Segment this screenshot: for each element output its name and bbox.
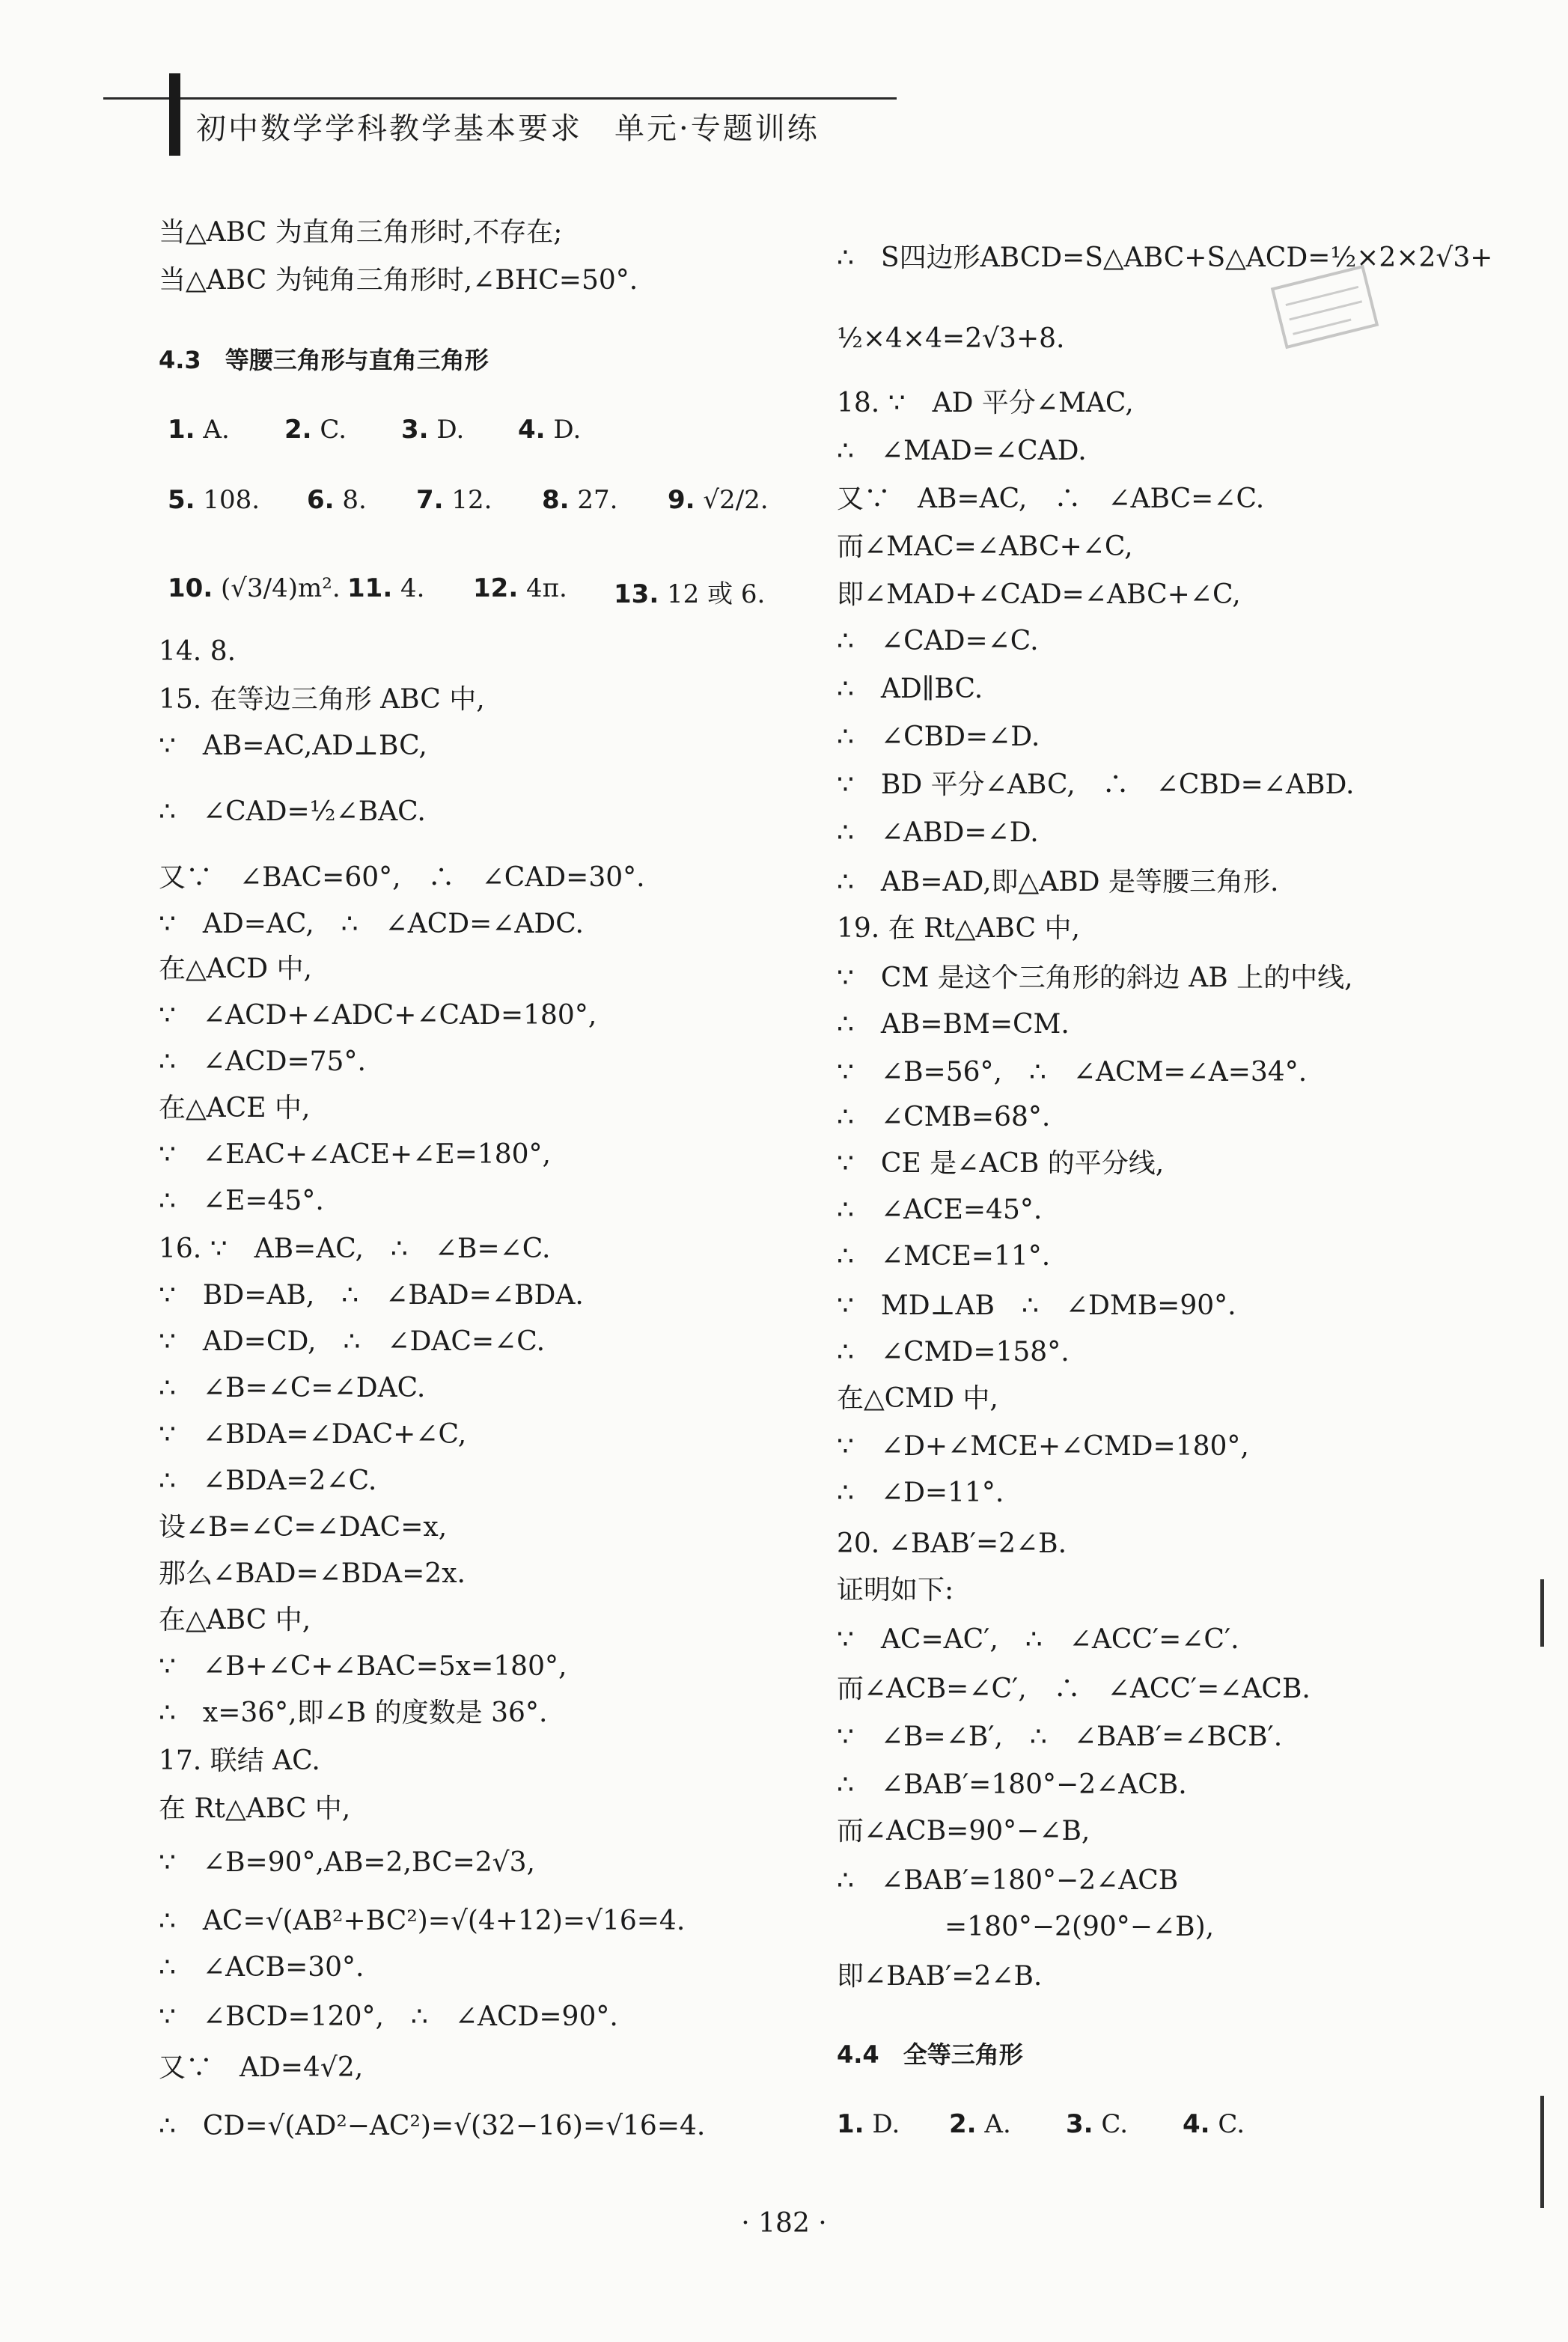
text-line: ∴ ∠CMB=68°. [837,1102,1051,1132]
answer-item: 2. C. [284,415,347,445]
scan-edge [1540,2096,1544,2208]
section-heading: 4.3 等腰三角形与直角三角形 [159,346,489,374]
text-line: ∴ ∠ACB=30°. [159,1952,364,1983]
text-line: 证明如下: [837,1575,954,1605]
answer-item: 7. 12. [416,485,492,515]
header-bar [169,73,180,156]
text-line: ∴ AD∥BC. [837,674,983,704]
text-line: ∵ ∠BDA=∠DAC+∠C, [159,1419,467,1450]
text-line: ∴ ∠ABD=∠D. [837,817,1039,848]
text-line: ∴ x=36°,即∠B 的度数是 36°. [159,1698,548,1728]
text-line: ∴ ∠BAB′=180°−2∠ACB. [837,1769,1187,1800]
text-line: ∵ ∠EAC+∠ACE+∠E=180°, [159,1139,551,1170]
answer-item: 11. 4. [347,573,425,603]
text-line: ∴ ∠CAD=½∠BAC. [159,796,426,827]
text-line: 20. ∠BAB′=2∠B. [837,1528,1067,1559]
text-line: ∴ ∠MCE=11°. [837,1241,1051,1272]
text-line: ∵ ∠B=90°,AB=2,BC=2√3, [159,1847,535,1878]
text-line: ∵ AC=AC′, ∴ ∠ACC′=∠C′. [837,1624,1239,1655]
text-line: 而∠ACB=90°−∠B, [837,1816,1090,1847]
text-line: 而∠ACB=∠C′, ∴ ∠ACC′=∠ACB. [837,1674,1311,1704]
text-line: ∴ ∠B=∠C=∠DAC. [159,1373,426,1403]
text-line: ∴ ∠D=11°. [837,1478,1004,1508]
header-title: 初中数学学科教学基本要求 单元·专题训练 [196,112,820,146]
answer-item: 1. D. [837,2109,900,2139]
answer-item: 6. 8. [307,485,367,515]
text-line: 又∵ ∠BAC=60°, ∴ ∠CAD=30°. [159,862,645,893]
answer-item: 1. A. [168,415,230,445]
text-line: 又∵ AD=4√2, [159,2052,364,2083]
answer-item: 4. D. [518,415,582,445]
text-line: ∵ AD=CD, ∴ ∠DAC=∠C. [159,1326,546,1357]
text-line: 设∠B=∠C=∠DAC=x, [159,1512,448,1543]
text-line: 即∠BAB′=2∠B. [837,1961,1043,1992]
text-line: 14. 8. [159,636,237,667]
text-line: ∵ ∠B+∠C+∠BAC=5x=180°, [159,1651,567,1682]
text-line: =180°−2(90°−∠B), [837,1912,1215,1942]
header-rule [103,97,897,100]
text-line: ∴ ∠E=45°. [159,1186,324,1216]
text-line: ∵ BD 平分∠ABC, ∴ ∠CBD=∠ABD. [837,769,1355,800]
text-line: 在△ACE 中, [159,1093,311,1123]
text-line: 18. ∵ AD 平分∠MAC, [837,388,1134,418]
text-line: 当△ABC 为直角三角形时,不存在; [159,217,563,248]
text-line: 又∵ AB=AC, ∴ ∠ABC=∠C. [837,484,1265,514]
answer-item: 3. C. [1066,2109,1129,2139]
text-line: 在△ABC 中, [159,1605,311,1635]
text-line: ∵ MD⊥AB ∴ ∠DMB=90°. [837,1290,1236,1321]
text-line: 19. 在 Rt△ABC 中, [837,913,1080,944]
text-line: ∴ ∠CMD=158°. [837,1337,1070,1367]
text-line: 而∠MAC=∠ABC+∠C, [837,531,1133,562]
text-line: ∴ CD=√(AD²−AC²)=√(32−16)=√16=4. [159,2111,706,2141]
text-line: ∴ S四边形ABCD=S△ABC+S△ACD=½×2×2√3+ [837,243,1493,273]
answer-item: 5. 108. [168,485,260,515]
text-line: ∵ AD=AC, ∴ ∠ACD=∠ADC. [159,909,585,939]
text-line: ∵ AB=AC,AD⊥BC, [159,731,427,761]
text-line: 17. 联结 AC. [159,1745,320,1776]
text-line: ∵ ∠BCD=120°, ∴ ∠ACD=90°. [159,2001,618,2032]
text-line: ∴ ∠BAB′=180°−2∠ACB [837,1865,1179,1896]
page-number: · 182 · [741,2208,827,2239]
answer-item: 4. C. [1183,2109,1245,2139]
text-line: 15. 在等边三角形 ABC 中, [159,684,485,715]
answer-item: 9. √2/2. [668,485,769,515]
text-line: ∵ ∠B=56°, ∴ ∠ACM=∠A=34°. [837,1057,1308,1088]
text-line: 即∠MAD+∠CAD=∠ABC+∠C, [837,579,1241,610]
answer-item: 2. A. [949,2109,1011,2139]
text-line: ½×4×4=2√3+8. [837,323,1065,354]
text-line: 在△CMD 中, [837,1383,998,1414]
text-line: ∵ BD=AB, ∴ ∠BAD=∠BDA. [159,1280,584,1311]
text-line: ∵ ∠B=∠B′, ∴ ∠BAB′=∠BCB′. [837,1722,1283,1752]
answer-item: 8. 27. [542,485,618,515]
text-line: ∵ ∠D+∠MCE+∠CMD=180°, [837,1431,1249,1462]
text-line: ∴ AB=AD,即△ABD 是等腰三角形. [837,867,1279,897]
text-line: ∴ ∠MAD=∠CAD. [837,436,1087,466]
text-line: ∴ ∠CBD=∠D. [837,722,1040,752]
text-line: ∵ CE 是∠ACB 的平分线, [837,1148,1165,1179]
text-line: ∴ AC=√(AB²+BC²)=√(4+12)=√16=4. [159,1906,686,1936]
text-line: ∴ ∠CAD=∠C. [837,626,1039,656]
text-line: 在△ACD 中, [159,954,312,984]
scan-edge [1540,1579,1544,1647]
text-line: ∴ ∠ACD=75°. [159,1046,366,1077]
text-line: 当△ABC 为钝角三角形时,∠BHC=50°. [159,265,638,296]
text-line: ∴ AB=BM=CM. [837,1009,1070,1040]
text-line: ∵ ∠ACD+∠ADC+∠CAD=180°, [159,1000,597,1031]
section-heading: 4.4 全等三角形 [837,2040,1023,2069]
text-line: 在 Rt△ABC 中, [159,1793,351,1824]
answer-item: 10. (√3/4)m². [168,573,341,603]
text-line: ∴ ∠ACE=45°. [837,1195,1043,1225]
answer-item: 13. 12 或 6. [614,579,766,609]
answer-item: 12. 4π. [473,573,567,603]
text-line: 16. ∵ AB=AC, ∴ ∠B=∠C. [159,1233,551,1264]
text-line: 那么∠BAD=∠BDA=2x. [159,1558,466,1589]
text-line: ∵ CM 是这个三角形的斜边 AB 上的中线, [837,963,1353,993]
text-line: ∴ ∠BDA=2∠C. [159,1466,377,1496]
answer-item: 3. D. [401,415,465,445]
